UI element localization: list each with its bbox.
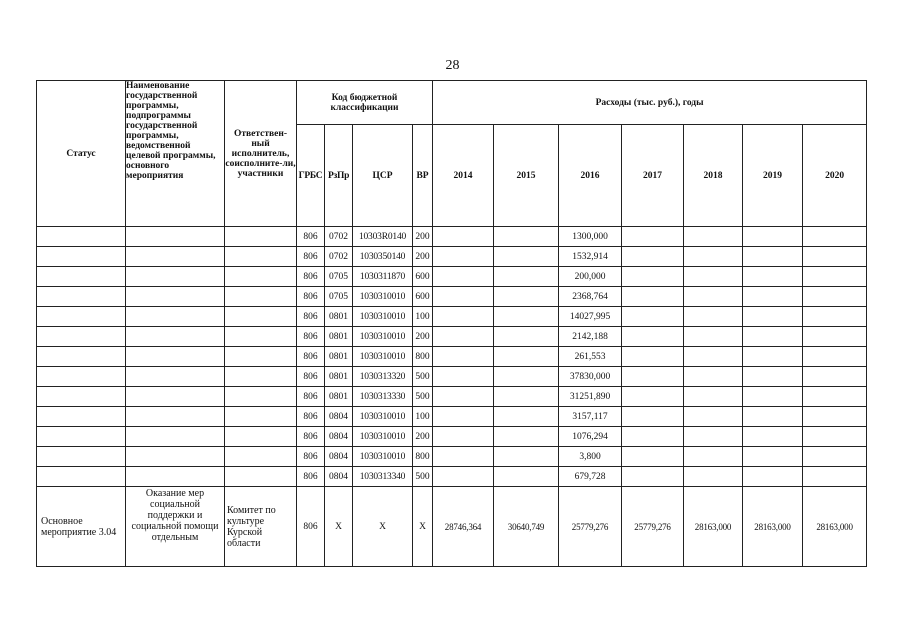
cell-2019	[743, 347, 803, 367]
cell-vr: 600	[413, 287, 433, 307]
cell-2018	[684, 367, 743, 387]
header-year-2016: 2016	[559, 125, 622, 227]
table-row	[37, 447, 867, 467]
cell-2020	[803, 227, 867, 247]
cell-responsible	[225, 347, 297, 367]
cell-rzpr: 0801	[325, 387, 353, 407]
cell-status	[37, 327, 126, 347]
cell-2016: 14027,995	[559, 307, 622, 327]
table-row	[37, 327, 867, 347]
cell-2019	[743, 467, 803, 487]
table-row	[37, 247, 867, 267]
cell-grbs: 806	[297, 227, 325, 247]
cell-2016: 2142,188	[559, 327, 622, 347]
cell-2020	[803, 467, 867, 487]
cell-csr: 1030350140	[353, 247, 413, 267]
cell-2017	[622, 387, 684, 407]
cell-vr: X	[413, 487, 433, 567]
cell-name	[126, 267, 225, 287]
cell-grbs: 806	[297, 267, 325, 287]
cell-vr: 200	[413, 427, 433, 447]
cell-2016: 25779,276	[559, 487, 622, 567]
cell-2015	[494, 387, 559, 407]
cell-name	[126, 367, 225, 387]
cell-2017	[622, 367, 684, 387]
cell-2018	[684, 447, 743, 467]
cell-rzpr: X	[325, 487, 353, 567]
header-expenses: Расходы (тыс. руб.), годы	[433, 81, 867, 125]
cell-vr: 500	[413, 367, 433, 387]
cell-vr: 100	[413, 307, 433, 327]
cell-2014: 28746,364	[433, 487, 494, 567]
cell-2019: 28163,000	[743, 487, 803, 567]
cell-status	[37, 407, 126, 427]
cell-2015	[494, 327, 559, 347]
cell-vr: 200	[413, 327, 433, 347]
cell-2019	[743, 307, 803, 327]
cell-vr: 800	[413, 347, 433, 367]
cell-name	[126, 307, 225, 327]
header-vr: ВР	[413, 125, 433, 227]
cell-grbs: 806	[297, 427, 325, 447]
cell-2014	[433, 227, 494, 247]
cell-vr: 800	[413, 447, 433, 467]
cell-2015	[494, 427, 559, 447]
cell-2017	[622, 427, 684, 447]
cell-2015	[494, 267, 559, 287]
cell-2018	[684, 467, 743, 487]
cell-vr: 600	[413, 267, 433, 287]
cell-grbs: 806	[297, 447, 325, 467]
header-year-2017: 2017	[622, 125, 684, 227]
cell-grbs: 806	[297, 347, 325, 367]
cell-2014	[433, 287, 494, 307]
cell-2016: 200,000	[559, 267, 622, 287]
cell-status	[37, 247, 126, 267]
cell-2020	[803, 347, 867, 367]
cell-responsible	[225, 247, 297, 267]
table-row	[37, 347, 867, 367]
cell-2014	[433, 307, 494, 327]
cell-csr: 1030310010	[353, 327, 413, 347]
cell-2020	[803, 427, 867, 447]
cell-csr: 1030310010	[353, 307, 413, 327]
cell-responsible	[225, 327, 297, 347]
table-row	[37, 227, 867, 247]
cell-2015	[494, 307, 559, 327]
cell-grbs: 806	[297, 367, 325, 387]
cell-2020	[803, 287, 867, 307]
cell-2019	[743, 287, 803, 307]
cell-rzpr: 0804	[325, 427, 353, 447]
cell-2014	[433, 247, 494, 267]
cell-2018	[684, 247, 743, 267]
cell-2020: 28163,000	[803, 487, 867, 567]
cell-2018	[684, 427, 743, 447]
cell-name	[126, 347, 225, 367]
cell-rzpr: 0804	[325, 407, 353, 427]
cell-2020	[803, 247, 867, 267]
cell-2016: 31251,890	[559, 387, 622, 407]
cell-vr: 500	[413, 467, 433, 487]
header-name: Наименование государственной программы, подпрограммы государственной программы, ведомственной целевой программы, основного мероприятия	[126, 81, 225, 227]
cell-responsible	[225, 407, 297, 427]
cell-2017	[622, 287, 684, 307]
cell-grbs: 806	[297, 387, 325, 407]
cell-2019	[743, 367, 803, 387]
cell-status	[37, 347, 126, 367]
cell-responsible	[225, 267, 297, 287]
cell-grbs: 806	[297, 407, 325, 427]
cell-responsible	[225, 427, 297, 447]
cell-2014	[433, 447, 494, 467]
cell-2016: 1076,294	[559, 427, 622, 447]
table-row	[37, 287, 867, 307]
cell-name	[126, 447, 225, 467]
cell-name	[126, 327, 225, 347]
cell-status	[37, 447, 126, 467]
cell-2019	[743, 447, 803, 467]
header-year-2015: 2015	[494, 125, 559, 227]
cell-responsible	[225, 307, 297, 327]
cell-status	[37, 467, 126, 487]
cell-csr: 1030310010	[353, 427, 413, 447]
cell-csr: X	[353, 487, 413, 567]
table-row	[37, 467, 867, 487]
cell-csr: 10303R0140	[353, 227, 413, 247]
header-year-2018: 2018	[684, 125, 743, 227]
cell-csr: 1030313320	[353, 367, 413, 387]
cell-csr: 1030310010	[353, 447, 413, 467]
cell-2017: 25779,276	[622, 487, 684, 567]
cell-vr: 100	[413, 407, 433, 427]
cell-rzpr: 0801	[325, 307, 353, 327]
cell-responsible	[225, 447, 297, 467]
cell-grbs: 806	[297, 287, 325, 307]
cell-responsible	[225, 467, 297, 487]
cell-responsible: Комитет по культуре Курской области	[225, 487, 297, 567]
cell-responsible	[225, 387, 297, 407]
cell-2017	[622, 347, 684, 367]
cell-grbs: 806	[297, 487, 325, 567]
cell-2014	[433, 367, 494, 387]
cell-name	[126, 487, 225, 567]
cell-name	[126, 427, 225, 447]
cell-2020	[803, 327, 867, 347]
cell-2018	[684, 307, 743, 327]
cell-name	[126, 407, 225, 427]
cell-2017	[622, 467, 684, 487]
cell-2019	[743, 227, 803, 247]
cell-rzpr: 0705	[325, 267, 353, 287]
cell-2017	[622, 227, 684, 247]
cell-2020	[803, 267, 867, 287]
cell-csr: 1030310010	[353, 287, 413, 307]
cell-2017	[622, 407, 684, 427]
cell-2015	[494, 347, 559, 367]
table-row	[37, 367, 867, 387]
cell-2017	[622, 327, 684, 347]
cell-status	[37, 287, 126, 307]
cell-2014	[433, 407, 494, 427]
page-number: 28	[445, 58, 460, 73]
cell-2016: 3,800	[559, 447, 622, 467]
cell-status	[37, 307, 126, 327]
cell-csr: 1030310010	[353, 347, 413, 367]
cell-2018	[684, 327, 743, 347]
cell-2018	[684, 347, 743, 367]
cell-2015	[494, 227, 559, 247]
cell-2016: 2368,764	[559, 287, 622, 307]
header-csr: ЦСР	[353, 125, 413, 227]
cell-grbs: 806	[297, 247, 325, 267]
cell-responsible	[225, 287, 297, 307]
cell-2014	[433, 347, 494, 367]
cell-2017	[622, 307, 684, 327]
cell-2015	[494, 467, 559, 487]
cell-2020	[803, 387, 867, 407]
cell-grbs: 806	[297, 307, 325, 327]
cell-2017	[622, 447, 684, 467]
cell-2016: 261,553	[559, 347, 622, 367]
cell-status	[37, 387, 126, 407]
cell-2019	[743, 247, 803, 267]
cell-2014	[433, 427, 494, 447]
cell-2016: 37830,000	[559, 367, 622, 387]
table-row	[37, 307, 867, 327]
cell-2018: 28163,000	[684, 487, 743, 567]
cell-name	[126, 227, 225, 247]
cell-vr: 200	[413, 227, 433, 247]
cell-csr: 1030310010	[353, 407, 413, 427]
cell-2016: 1300,000	[559, 227, 622, 247]
cell-name	[126, 387, 225, 407]
cell-2019	[743, 327, 803, 347]
cell-2020	[803, 367, 867, 387]
cell-name	[126, 467, 225, 487]
header-year-2019: 2019	[743, 125, 803, 227]
cell-rzpr: 0804	[325, 447, 353, 467]
header-grbs: ГРБС	[297, 125, 325, 227]
cell-2014	[433, 327, 494, 347]
cell-status	[37, 427, 126, 447]
table-row	[37, 267, 867, 287]
cell-vr: 500	[413, 387, 433, 407]
table-body	[37, 227, 867, 567]
cell-status: Основное мероприятие 3.04	[37, 487, 126, 567]
cell-rzpr: 0801	[325, 367, 353, 387]
cell-status	[37, 367, 126, 387]
cell-rzpr: 0702	[325, 227, 353, 247]
cell-2018	[684, 407, 743, 427]
header-year-2020: 2020	[803, 125, 867, 227]
header-responsible: Ответствен-ный исполнитель, соисполните-ли, участники	[225, 81, 297, 227]
cell-2019	[743, 267, 803, 287]
cell-status	[37, 267, 126, 287]
cell-2016: 1532,914	[559, 247, 622, 267]
cell-responsible	[225, 367, 297, 387]
header-status: Статус	[37, 81, 126, 227]
cell-2015	[494, 287, 559, 307]
cell-2018	[684, 227, 743, 247]
cell-2019	[743, 427, 803, 447]
cell-responsible	[225, 227, 297, 247]
cell-2014	[433, 387, 494, 407]
cell-2015: 30640,749	[494, 487, 559, 567]
cell-rzpr: 0702	[325, 247, 353, 267]
cell-rzpr: 0801	[325, 347, 353, 367]
cell-rzpr: 0705	[325, 287, 353, 307]
cell-2016: 3157,117	[559, 407, 622, 427]
cell-name-text: Оказание мер социальной поддержки и социальной помощи отдельным	[131, 488, 219, 543]
cell-rzpr: 0804	[325, 467, 353, 487]
cell-rzpr: 0801	[325, 327, 353, 347]
table-row-main-activity	[37, 487, 867, 567]
cell-2018	[684, 287, 743, 307]
header-rzpr: РзПр	[325, 125, 353, 227]
cell-2015	[494, 367, 559, 387]
cell-grbs: 806	[297, 467, 325, 487]
cell-csr: 1030313330	[353, 387, 413, 407]
cell-2019	[743, 407, 803, 427]
cell-status	[37, 227, 126, 247]
header-budget-code: Код бюджетной классификации	[297, 81, 433, 125]
budget-table	[36, 80, 867, 567]
cell-csr: 1030311870	[353, 267, 413, 287]
cell-vr: 200	[413, 247, 433, 267]
cell-2017	[622, 247, 684, 267]
cell-grbs: 806	[297, 327, 325, 347]
header-year-2014: 2014	[433, 125, 494, 227]
cell-2014	[433, 267, 494, 287]
cell-2015	[494, 247, 559, 267]
cell-2016: 679,728	[559, 467, 622, 487]
table-row	[37, 427, 867, 447]
cell-2018	[684, 267, 743, 287]
cell-csr: 1030313340	[353, 467, 413, 487]
cell-2015	[494, 447, 559, 467]
cell-2020	[803, 447, 867, 467]
cell-2015	[494, 407, 559, 427]
cell-2018	[684, 387, 743, 407]
cell-2017	[622, 267, 684, 287]
cell-name	[126, 287, 225, 307]
cell-2020	[803, 407, 867, 427]
table-row	[37, 387, 867, 407]
cell-2019	[743, 387, 803, 407]
cell-name	[126, 247, 225, 267]
cell-2014	[433, 467, 494, 487]
table-row	[37, 407, 867, 427]
cell-2020	[803, 307, 867, 327]
